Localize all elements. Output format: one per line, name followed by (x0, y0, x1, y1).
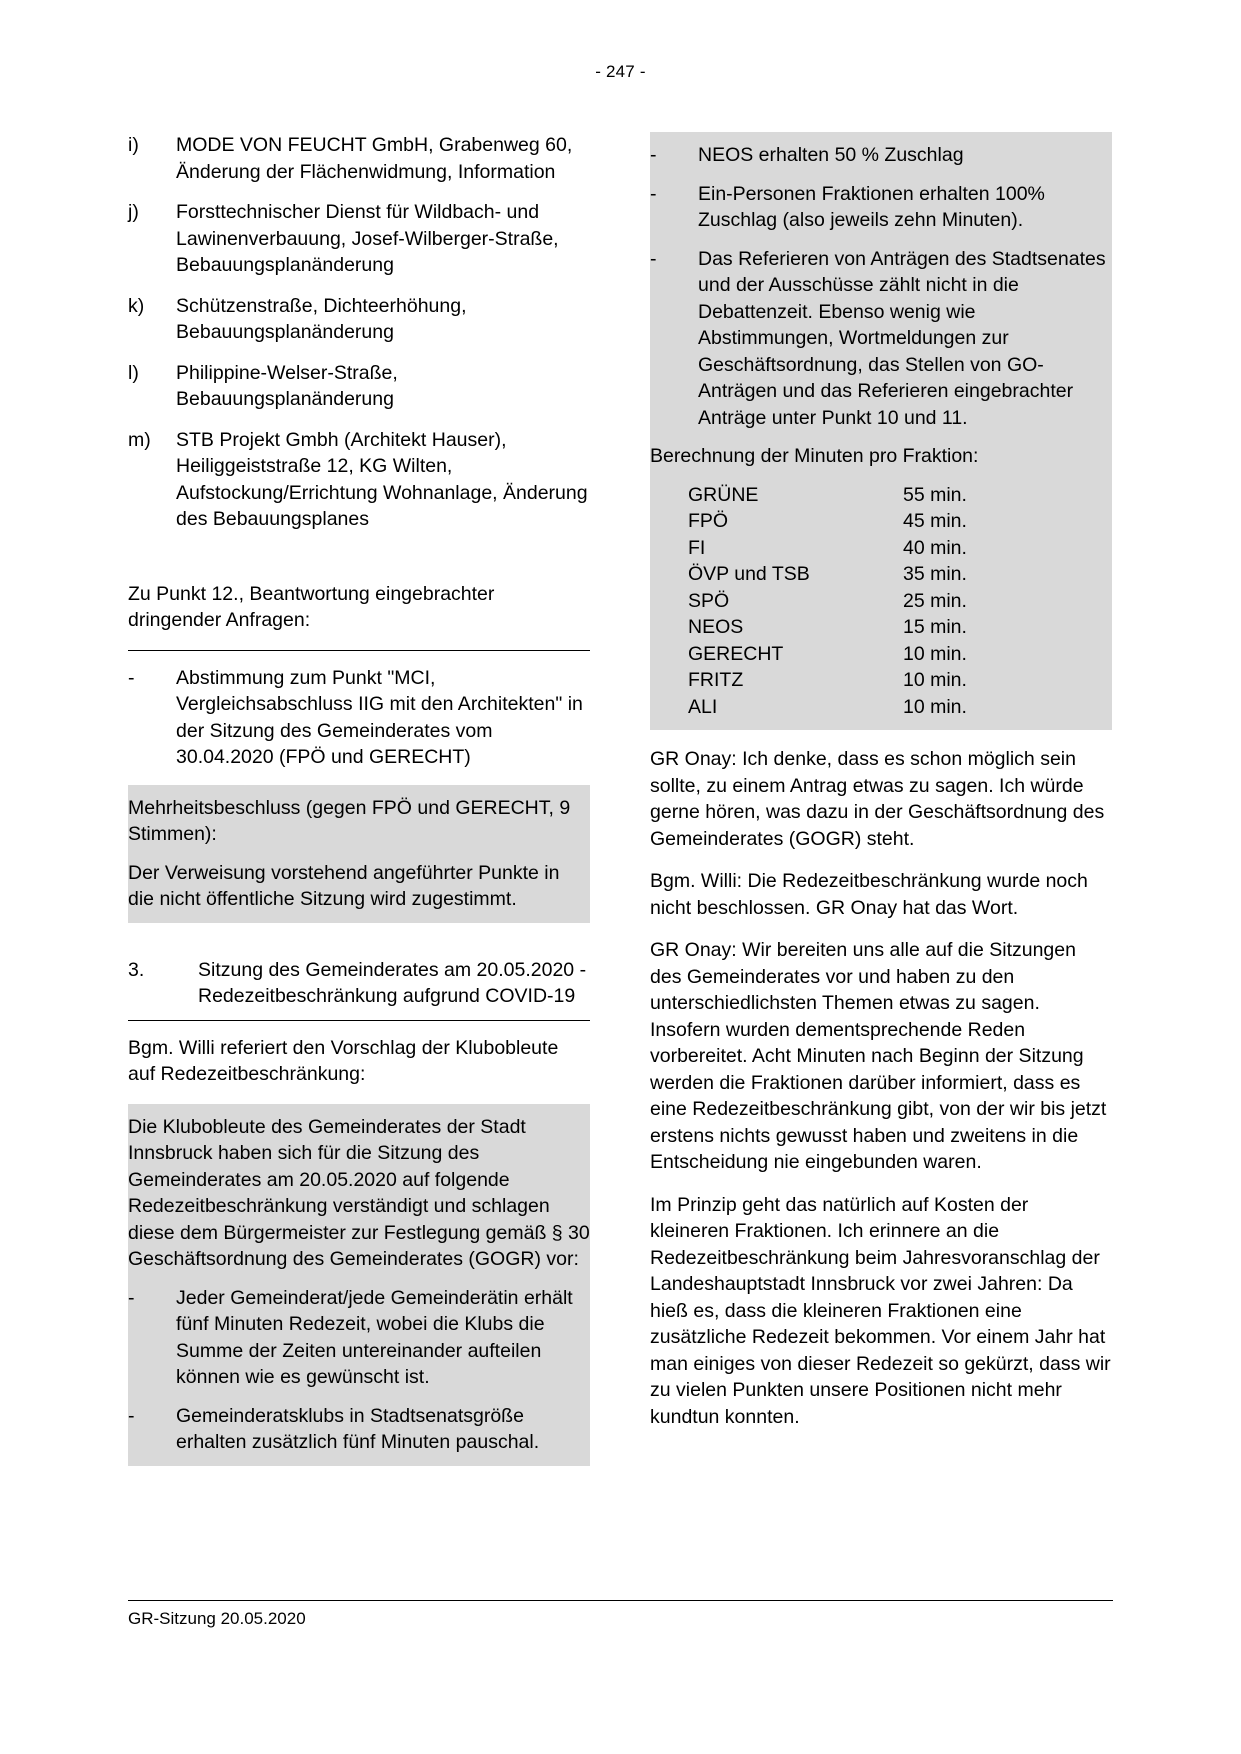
table-row (688, 535, 967, 562)
table-caption: Berechnung der Minuten pro Fraktion: (650, 445, 979, 467)
table-row (688, 694, 967, 721)
page-footer (128, 1600, 1113, 1629)
list-text: Schützenstraße, Dichteerhöhung, Bebauungsplanänderung (176, 294, 467, 343)
party-name: SPÖ (688, 589, 730, 612)
table-row (688, 508, 967, 535)
party-minutes: 35 min. (903, 563, 967, 585)
list-text: Philippine-Welser-Straße, Bebauungsplanänderung (176, 361, 398, 410)
item-title: Sitzung des Gemeinderates am 20.05.2020 - Redezeitbeschränkung aufgrund COVID-19 (198, 958, 587, 1007)
table-row (688, 641, 967, 668)
list-item (128, 199, 590, 279)
list-item (128, 665, 590, 771)
right-column (650, 132, 1112, 1466)
point12-heading: Zu Punkt 12., Beantwortung eingebrachter dringender Anfragen: (128, 582, 495, 631)
party-name: GRÜNE (688, 483, 759, 506)
footer-divider (128, 1600, 1113, 1601)
speech-paragraph: Bgm. Willi: Die Redezeitbeschränkung wurde noch nicht beschlossen. GR Onay hat das Wort. (650, 870, 1088, 919)
table-row (688, 614, 967, 641)
table-row (688, 561, 967, 588)
table-row (688, 482, 967, 509)
party-name: FI (688, 536, 706, 559)
party-minutes: 10 min. (903, 642, 967, 665)
rules-block (650, 132, 1112, 730)
list-text: Forsttechnischer Dienst für Wildbach- und Lawinenverbauung, Josef-Wilberger-Straße, Bebauungsplanänderung (176, 201, 559, 276)
list-text: Ein-Personen Fraktionen erhalten 100% Zuschlag (also jeweils zehn Minuten). (698, 182, 1045, 231)
speech-paragraph: GR Onay: Wir bereiten uns alle auf die Sitzungen des Gemeinderates vor und haben zu den unterschiedlichsten Themen etwas zu sagen. Insofern wurden dementsprechende Reden vorbereitet. Acht Minuten nach Beginn der Sitzung werden die Fraktionen darüber informiert, dass es eine Redezeitbeschränkung gibt, von der wir bis jetzt erstens nichts gewusst haben und zweitens in die Entscheidung nie eingebunden waren. (650, 939, 1107, 1173)
table-row (688, 588, 967, 615)
list-text: Jeder Gemeinderat/jede Gemeinderätin erhält fünf Minuten Redezeit, wobei die Klubs die Summe der Zeiten untereinander aufteilen können wie es gewünscht ist. (176, 1286, 573, 1388)
divider (128, 1020, 590, 1021)
page-content (128, 132, 1113, 1466)
proposal-block (128, 1104, 590, 1466)
left-column (128, 132, 590, 1466)
list-item (128, 1403, 590, 1456)
party-name: FRITZ (688, 669, 744, 691)
spacer (128, 547, 590, 581)
party-minutes: 10 min. (903, 669, 967, 691)
footer-text: GR-Sitzung 20.05.2020 (128, 1609, 306, 1628)
list-marker: m) (128, 428, 151, 451)
list-marker: l) (128, 361, 139, 384)
party-minutes: 40 min. (903, 536, 967, 559)
spacer (128, 923, 590, 957)
speech-paragraph: GR Onay: Ich denke, dass es schon möglich sein sollte, zu einem Antrag etwas zu sagen. Ich würde gerne hören, was dazu in der Geschäftsordnung des Gemeinderates (GOGR) steht. (650, 748, 1105, 850)
list-item (128, 427, 590, 533)
list-text: Das Referieren von Anträgen des Stadtsenates und der Ausschüsse zählt nicht in die Debattenzeit. Ebenso wenig wie Abstimmungen, Wortmeldungen zur Geschäftsordnung, das Stellen von GO-Anträgen und das Referieren eingebrachter Anträge unter Punkt 10 und 11. (698, 247, 1106, 429)
list-marker: - (128, 666, 135, 689)
spacer (650, 730, 1112, 740)
list-item (650, 246, 1112, 432)
party-name: FPÖ (688, 510, 729, 532)
party-minutes: 55 min. (903, 483, 967, 506)
agenda-item-3 (128, 957, 590, 1010)
list-text: NEOS erhalten 50 % Zuschlag (698, 144, 964, 166)
party-name: ALI (688, 695, 718, 718)
list-item (128, 1285, 590, 1391)
list-marker: - (650, 247, 657, 270)
list-item (128, 132, 590, 185)
page-number: - 247 - (595, 62, 646, 81)
list-text: Abstimmung zum Punkt "MCI, Vergleichsabschluss IIG mit den Architekten" in der Sitzung des Gemeinderates vom 30.04.2020 (FPÖ und GERECHT) (176, 666, 583, 768)
party-name: GERECHT (688, 642, 784, 665)
party-minutes: 45 min. (903, 510, 967, 532)
list-marker: - (650, 144, 657, 166)
list-text: MODE VON FEUCHT GmbH, Grabenweg 60, Änderung der Flächenwidmung, Information (176, 134, 573, 183)
list-marker: - (650, 182, 657, 205)
party-name: ÖVP und TSB (688, 563, 810, 585)
list-text: Gemeinderatsklubs in Stadtsenatsgröße erhalten zusätzlich fünf Minuten pauschal. (176, 1404, 540, 1453)
party-minutes: 25 min. (903, 589, 967, 612)
party-minutes: 15 min. (903, 616, 967, 638)
party-minutes: 10 min. (903, 695, 967, 718)
list-marker: - (128, 1404, 135, 1427)
decision-line-2: Der Verweisung vorstehend angeführter Punkte in die nicht öffentliche Sitzung wird zugestimmt. (128, 861, 560, 910)
list-item (650, 181, 1112, 234)
speech-paragraph: Im Prinzip geht das natürlich auf Kosten der kleineren Fraktionen. Ich erinnere an die Redezeitbeschränkung beim Jahresvoranschlag der Landeshauptstadt Innsbruck vor zwei Jahren: Da hieß es, dass die kleineren Fraktionen eine zusätzliche Redezeit bekommen. Vor einem Jahr hat man einiges von dieser Redezeit so gekürzt, dass wir zu vielen Punkten unsere Positionen nicht mehr kundtun konnten. (650, 1193, 1111, 1428)
list-marker: i) (128, 134, 139, 156)
decision-line-1: Mehrheitsbeschluss (gegen FPÖ und GERECHT, 9 Stimmen): (128, 796, 571, 845)
party-name: NEOS (688, 616, 744, 638)
list-item (650, 142, 1112, 169)
intro-paragraph: Bgm. Willi referiert den Vorschlag der Klubobleute auf Redezeitbeschränkung: (128, 1036, 559, 1085)
list-marker: - (128, 1286, 135, 1309)
item-number: 3. (128, 958, 145, 981)
list-item (128, 360, 590, 413)
divider (128, 650, 590, 651)
list-item (128, 293, 590, 346)
proposal-intro: Die Klubobleute des Gemeinderates der Stadt Innsbruck haben sich für die Sitzung des Gemeinderates am 20.05.2020 auf folgende Redezeitbeschränkung verständigt und schlagen diese dem Bürgermeister zur Festlegung gemäß § 30 Geschäftsordnung des Gemeinderates (GOGR) vor: (128, 1115, 590, 1270)
list-text: STB Projekt Gmbh (Architekt Hauser), Heiliggeiststraße 12, KG Wilten, Aufstockung/Errichtung Wohnanlage, Änderung des Bebauungsplanes (176, 428, 588, 530)
minutes-table (688, 482, 967, 721)
list-marker: j) (128, 201, 139, 223)
table-row (688, 667, 967, 694)
decision-block (128, 785, 590, 923)
list-marker: k) (128, 294, 145, 317)
